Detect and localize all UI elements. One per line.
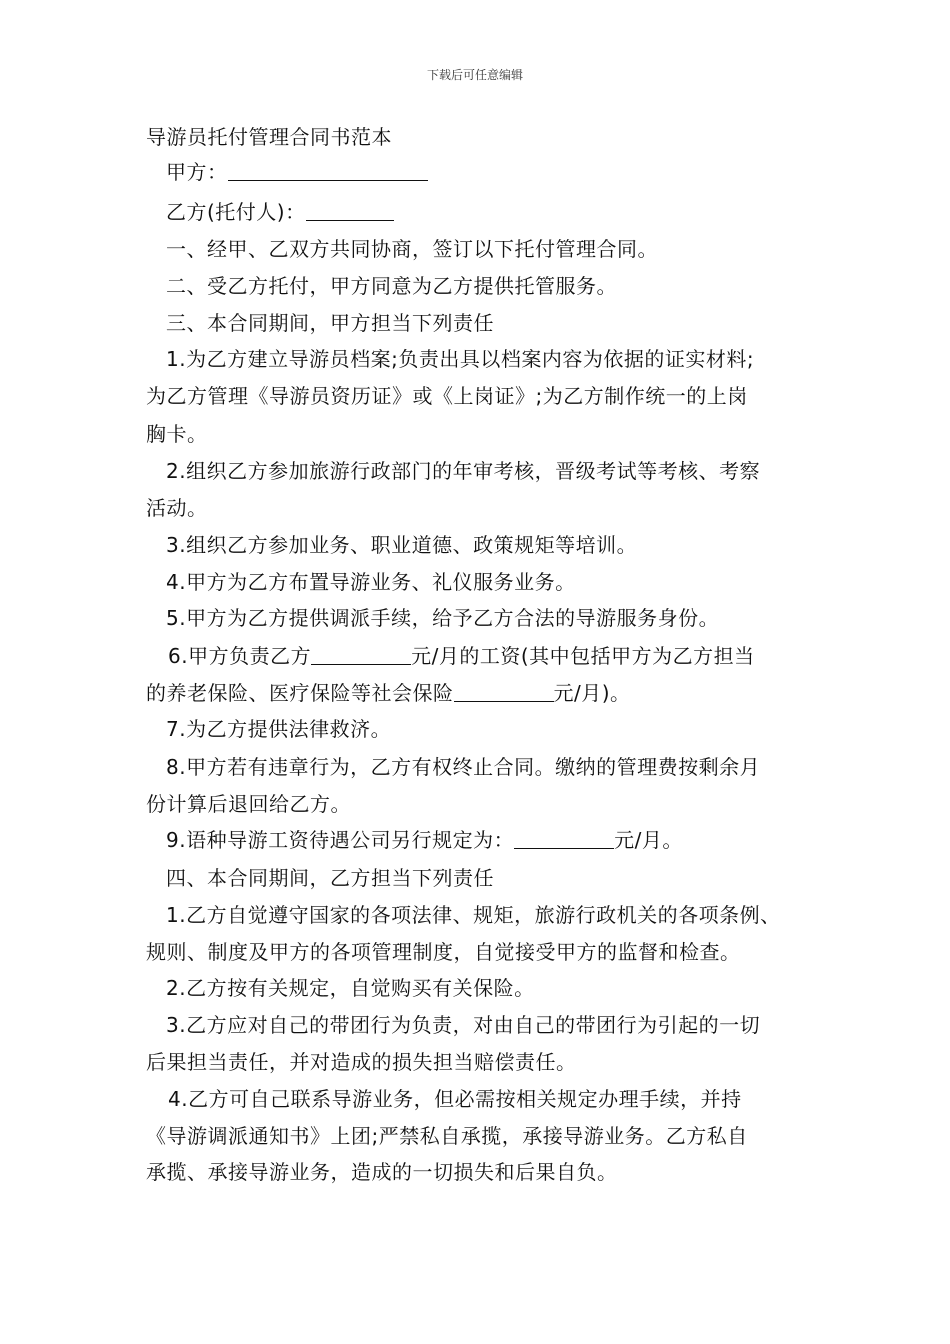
b4-line-2: 《导游调派通知书》上团;严禁私自承揽，承接导游业务。乙方私自 xyxy=(146,1124,748,1148)
party-a-label: 甲方： xyxy=(166,160,228,184)
party-a-line xyxy=(166,160,428,184)
a1-line-1: 1.为乙方建立导游员档案;负责出具以档案内容为依据的证实材料; xyxy=(166,347,755,371)
a5-line: 5.甲方为乙方提供调派手续，给予乙方合法的导游服务身份。 xyxy=(166,606,720,630)
a8-line-1: 8.甲方若有违章行为，乙方有权终止合同。缴纳的管理费按剩余月 xyxy=(166,755,761,779)
a6-l2-pre: 的养老保险、医疗保险等社会保险 xyxy=(146,681,454,705)
a8-line-2: 份计算后退回给乙方。 xyxy=(146,792,351,816)
a1-line-3: 胸卡。 xyxy=(146,422,208,446)
a6-l2-post: 元/月)。 xyxy=(553,681,631,705)
a2-line-2: 活动。 xyxy=(146,496,208,520)
a6-line-2 xyxy=(146,681,631,705)
party-b-line xyxy=(166,200,394,224)
a9-blank xyxy=(514,830,614,849)
a3-line: 3.组织乙方参加业务、职业道德、政策规矩等培训。 xyxy=(166,533,638,557)
clause-1: 一、经甲、乙双方共同协商，签订以下托付管理合同。 xyxy=(166,237,658,261)
document-title: 导游员托付管理合同书范本 xyxy=(146,125,392,149)
a6-l1-post: 元/月的工资(其中包括甲方为乙方担当 xyxy=(411,644,755,668)
a9-post: 元/月。 xyxy=(614,828,683,852)
a7-line: 7.为乙方提供法律救济。 xyxy=(166,717,392,741)
b4-line-1: 4.乙方可自己联系导游业务，但必需按相关规定办理手续，并持 xyxy=(168,1087,742,1111)
b4-line-3: 承揽、承接导游业务，造成的一切损失和后果自负。 xyxy=(146,1160,618,1184)
a6-l1-pre: 6.甲方负责乙方 xyxy=(168,644,312,668)
b3-line-1: 3.乙方应对自己的带团行为负责，对由自己的带团行为引起的一切 xyxy=(166,1013,761,1037)
party-a-blank xyxy=(228,162,428,181)
clause-4-title: 四、本合同期间，乙方担当下列责任 xyxy=(166,866,494,890)
a2-line-1: 2.组织乙方参加旅游行政部门的年审考核，晋级考试等考核、考察 xyxy=(166,459,761,483)
b1-line-2: 规则、制度及甲方的各项管理制度，自觉接受甲方的监督和检查。 xyxy=(146,940,741,964)
a6-insurance-blank xyxy=(454,683,554,702)
clause-2: 二、受乙方托付，甲方同意为乙方提供托管服务。 xyxy=(166,274,617,298)
b2-line: 2.乙方按有关规定，自觉购买有关保险。 xyxy=(166,976,535,1000)
page-header: 下载后可任意编辑 xyxy=(426,68,523,82)
a1-line-2: 为乙方管理《导游员资历证》或《上岗证》;为乙方制作统一的上岗 xyxy=(146,384,748,408)
clause-3-title: 三、本合同期间，甲方担当下列责任 xyxy=(166,311,494,335)
b3-line-2: 后果担当责任，并对造成的损失担当赔偿责任。 xyxy=(146,1050,577,1074)
a4-line: 4.甲方为乙方布置导游业务、礼仪服务业务。 xyxy=(166,570,576,594)
party-b-label: 乙方(托付人)： xyxy=(166,200,306,224)
a9-line xyxy=(166,828,683,852)
a6-line-1 xyxy=(168,644,755,668)
a6-wage-blank xyxy=(311,646,411,665)
a9-pre: 9.语种导游工资待遇公司另行规定为： xyxy=(166,828,515,852)
b1-line-1: 1.乙方自觉遵守国家的各项法律、规矩，旅游行政机关的各项条例、 xyxy=(166,903,781,927)
party-b-blank xyxy=(306,202,394,221)
